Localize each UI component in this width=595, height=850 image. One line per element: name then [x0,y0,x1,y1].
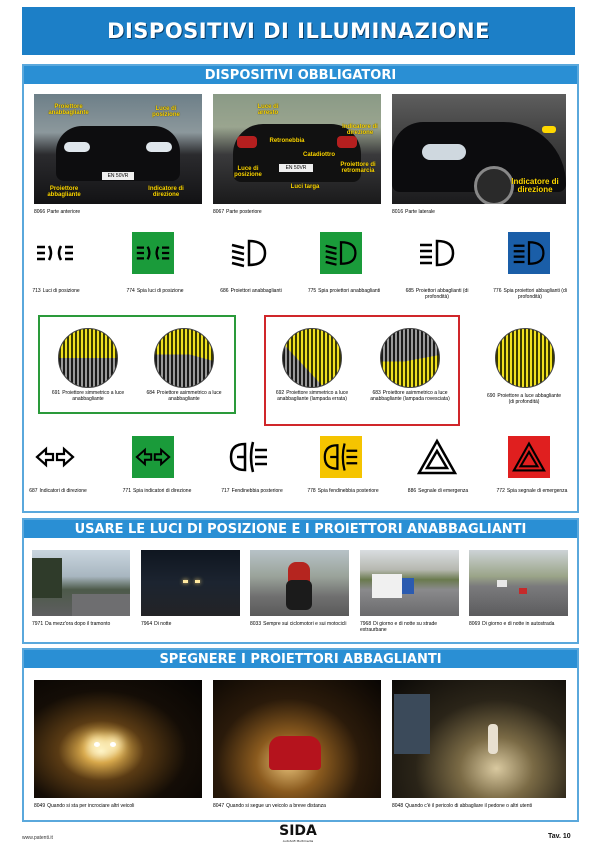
photo-motorcycle [250,550,349,616]
rear-fog-icon [228,436,270,478]
section-switch-off-high-beams [22,648,579,822]
lamp-caption: 690 Proiettore a luce abbagliante (di profondità) [487,393,561,405]
photo-label: Luce di posizione [234,166,262,178]
license-plate: EN 50VR [279,164,313,172]
hazard-icon [416,436,458,478]
lamp-caption: 692 Proiettore simmetrico a luce anabbagliante (lampada errata) [275,390,349,402]
low-beam-icon [228,232,270,274]
photo-label: Luci targa [290,184,320,190]
photo-caption: 8047 Quando si segue un veicolo a breve distanza [213,803,326,809]
section-use-lights [22,518,579,644]
symbol-caption: 775 Spia proiettori anabbaglianti [307,288,381,294]
photo-label: Catadiottro [303,152,335,158]
symbol-caption: 713 Luci di posizione [32,288,80,294]
high-beam-icon [416,232,458,274]
photo-following-vehicle [213,680,381,798]
hazard-indicator-icon [508,436,550,478]
photo-caption: 8069 Di giorno e di notte in autostrada [469,621,555,627]
lamp-symmetric [58,328,118,388]
photo-car-rear [213,94,381,204]
turn-signals-icon [34,436,76,478]
plate-number: Tav. 10 [548,833,571,840]
symbol-caption: 776 Spia proiettori abbaglianti (di profondità) [493,288,567,300]
photo-oncoming-vehicle [34,680,202,798]
photo-label: Luce di arresto [257,104,279,116]
turn-signals-indicator-icon [132,436,174,478]
lamp-wrong-bulb [282,328,342,388]
position-lights-icon [34,232,76,274]
section-title: SPEGNERE I PROIETTORI ABBAGLIANTI [24,650,577,668]
photo-night-road [141,550,240,616]
photo-caption: 8016 Parte laterale [392,209,435,215]
photo-caption: 7964 Di notte [141,621,172,627]
symbol-caption: 886 Segnale di emergenza [407,488,469,494]
photo-label: Indicatore di direzione [342,124,378,136]
photo-pedestrian [392,680,566,798]
low-beam-indicator-icon [320,232,362,274]
symbol-caption: 771 Spia indicatori di direzione [122,488,192,494]
lamp-caption: 683 Proiettore asimmetrico a luce anabbagliante (lampada rovesciata) [370,390,450,402]
photo-extraurban-road [360,550,459,616]
lamp-high-beam [495,328,555,388]
symbol-caption: 687 Indicatori di direzione [29,488,87,494]
symbol-caption: 778 Spia fendinebbia posteriore [307,488,379,494]
photo-label: Indicatore di direzione [511,177,559,194]
photo-caption: 8048 Quando c'è il pericolo di abbagliare il pedone o altri utenti [392,803,532,809]
license-plate: EN 50VR [102,172,134,180]
photo-caption: 8066 Parte anteriore [34,209,81,215]
symbol-caption: 774 Spia luci di posizione [126,288,184,294]
position-lights-indicator-icon [132,232,174,274]
photo-car-side [392,94,566,204]
photo-caption: 8033 Sempre sui ciclomotori e sui motocicli [250,621,347,627]
photo-label: Proiettore di retromarcia [340,162,376,174]
photo-label: Luce di posizione [152,106,180,118]
footer-url: www.patenti.it [22,835,53,841]
photo-sunset-road [32,550,130,616]
symbol-caption: 772 Spia segnale di emergenza [496,488,568,494]
photo-label: Proiettore anabbagliante [48,104,89,116]
section-mandatory-devices [22,64,579,513]
section-title: USARE LE LUCI DI POSIZIONE E I PROIETTORI ANABBAGLIANTI [24,520,577,538]
photo-label: Indicatore di direzione [148,186,184,198]
symbol-caption: 717 Fendinebbia posteriore [221,488,283,494]
sida-logo: SIDA AutoSoft Multimedia [279,823,317,843]
photo-caption: 8067 Parte posteriore [213,209,262,215]
photo-car-front [34,94,202,204]
high-beam-indicator-icon [508,232,550,274]
symbol-caption: 686 Proiettori anabbaglianti [220,288,282,294]
lamp-caption: 691 Proiettore simmetrico a luce anabbagliante [51,390,125,402]
lamp-reversed-bulb [380,328,440,388]
section-title: DISPOSITIVI OBBLIGATORI [24,66,577,84]
symbol-caption: 685 Proiettori abbaglianti (di profondità) [405,288,469,300]
photo-caption: 7971 Da mezz'ora dopo il tramonto [32,621,111,627]
photo-motorway [469,550,568,616]
photo-caption: 8049 Quando si sta per incrociare altri veicoli [34,803,135,809]
photo-caption: 7968 Di giorno e di notte su strade extraurbane [360,621,438,633]
photo-label: Proiettore abbagliante [47,186,81,198]
rear-fog-indicator-icon [320,436,362,478]
lamp-caption: 684 Proiettore asimmetrico a luce anabbagliante [146,390,222,402]
lamp-asymmetric [154,328,214,388]
page-title: DISPOSITIVI DI ILLUMINAZIONE [22,7,575,55]
photo-label: Retronebbia [269,138,305,144]
